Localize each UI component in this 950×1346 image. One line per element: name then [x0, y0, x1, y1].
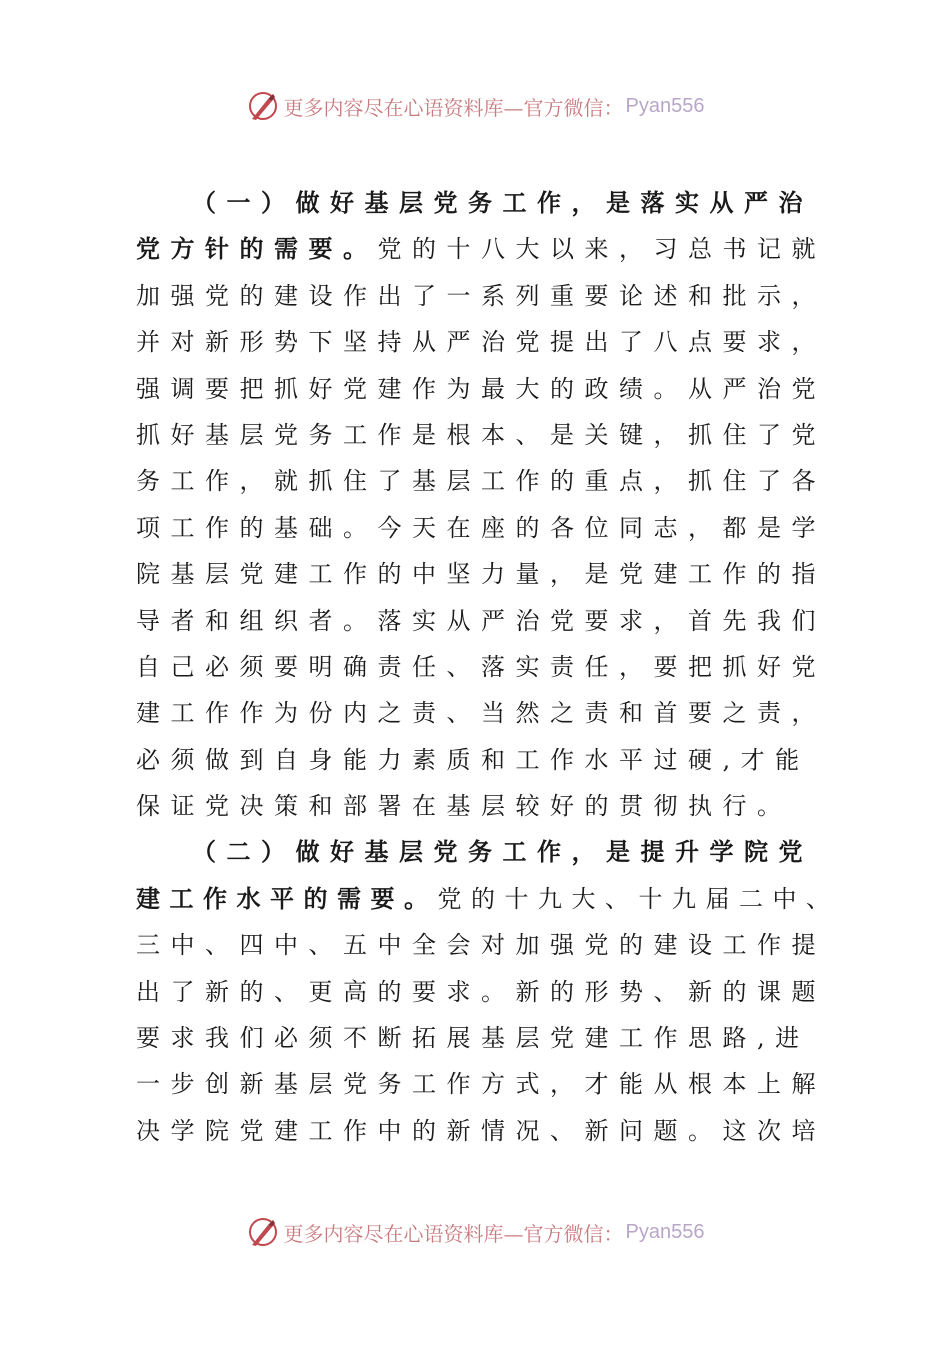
- footer-watermark: [0, 1212, 950, 1252]
- text-line: 抓好基层党务工作是根本、是关键，抓住了党: [136, 420, 826, 449]
- text-line: 一步创新基层党务工作方式，才能从根本上解: [136, 1070, 826, 1099]
- text-line: 务工作，就抓住了基层工作的重点，抓住了各: [136, 467, 826, 496]
- text-line: 加强党的建设作出了一系列重要论述和批示，: [136, 281, 826, 310]
- text-line: 要求我们必须不断拓展基层党建工作思路,进: [136, 1024, 810, 1053]
- text-line: 必须做到自身能力素质和工作水平过硬,才能: [136, 745, 810, 774]
- footer-text: 更多内容尽在心语资料库—官方微信：: [283, 1221, 624, 1246]
- pen-logo-icon: [246, 89, 280, 123]
- document-body: [136, 180, 840, 1154]
- text-line: 强调要把抓好党建作为最大的政绩。从严治党: [136, 374, 826, 403]
- p1-heading-end: 党方针的需要。: [136, 235, 378, 264]
- text-line: 出了新的、更高的要求。新的形势、新的课题: [136, 977, 826, 1006]
- text-line: [136, 180, 816, 226]
- text-line: 决学院党建工作中的新情况、新问题。这次培: [136, 1116, 826, 1145]
- p2-heading: （二）做好基层党务工作，是提升学院党: [192, 838, 813, 867]
- text-line: 建工作作为份内之责、当然之责和首要之责，: [136, 699, 826, 728]
- text-line: 三中、四中、五中全会对加强党的建设工作提: [136, 931, 826, 960]
- text-line: 保证党决策和部署在基层较好的贯彻执行。: [136, 792, 792, 821]
- header-wechat-id: Pyan556: [625, 94, 705, 117]
- p2-heading-end: 建工作水平的需要。: [136, 884, 438, 913]
- footer-wechat-id: Pyan556: [625, 1220, 705, 1243]
- p1-text: 党的十八大以来，习总书记就: [377, 235, 826, 264]
- text-line: 导者和组织者。落实从严治党要求，首先我们: [136, 606, 826, 635]
- text-line: 项工作的基础。今天在座的各位同志，都是学: [136, 513, 826, 542]
- header-text: 更多内容尽在心语资料库—官方微信：: [283, 95, 624, 120]
- text-line: 自己必须要明确责任、落实责任，要把抓好党: [136, 652, 826, 681]
- header-watermark: [0, 86, 950, 126]
- pen-logo-icon: [246, 1215, 280, 1249]
- p1-heading: （一）做好基层党务工作，是落实从严治: [192, 189, 813, 217]
- text-line: [136, 829, 816, 875]
- text-line: 院基层党建工作的中坚力量，是党建工作的指: [136, 560, 826, 589]
- text-line: [136, 876, 840, 922]
- text-line: [136, 226, 826, 272]
- p2-text: 党的十九大、十九届二中、: [437, 884, 840, 913]
- text-line: 并对新形势下坚持从严治党提出了八点要求，: [136, 328, 826, 357]
